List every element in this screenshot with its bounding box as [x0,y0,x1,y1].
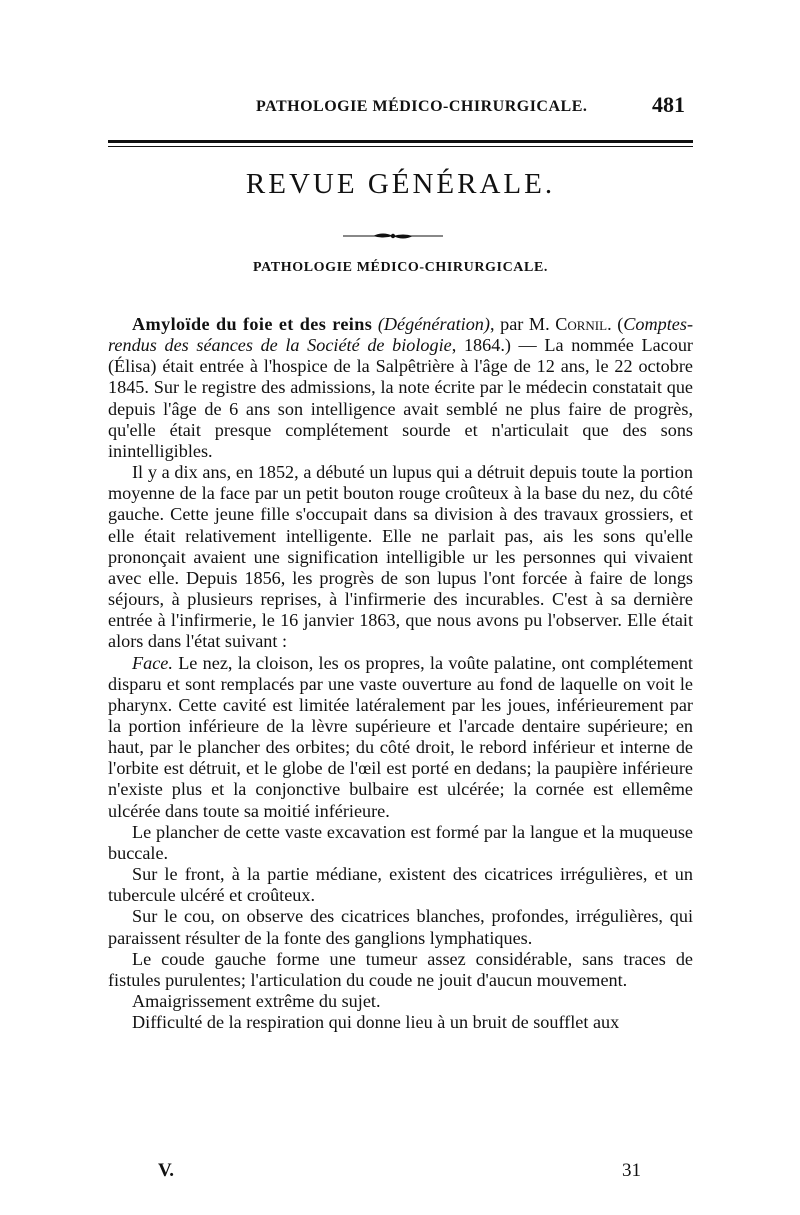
section-title: PATHOLOGIE MÉDICO-CHIRURGICALE. [253,260,548,275]
paragraph-3: Face. Le nez, la cloison, les os propres, la voûte palatine, ont complétement disparu et sont remplacés par une vaste ouverture au fond de laquelle on voit le pharynx. Cette cavité est limitée latéralement par les joues, inférieurement par la portion inférieure de la lèvre supérieure et l'arcade dentaire supérieure; en haut, par le plancher des orbites; du côté droit, le rebord inférieur et interne de l'orbite est détruit, et le globe de l'œil est porté en dedans; la paupière inférieure n'existe plus et la conjonctive bulbaire est ulcérée; la cornée est ellemême ulcérée dans toute sa moitié inférieure. [108,652,693,821]
source-citation: Comptes-rendus des séances de la Société de biologie [108,314,693,356]
header-rule-thick [108,140,693,143]
article-lead-title: Amyloïde du foie et des reins [132,314,373,334]
running-head [108,92,693,124]
signature-mark: V. [158,1160,175,1181]
sheet-number: 31 [622,1160,641,1181]
article-lead-subtitle: (Dégénération) [377,314,490,334]
author-name: Cornil [555,314,608,334]
running-title: PATHOLOGIE MÉDICO-CHIRURGICALE. [256,98,588,115]
header-rule-thin [108,146,693,147]
paragraph-6: Sur le cou, on observe des cicatrices blanches, profondes, irrégulières, qui paraissent résulter de la fonte des ganglions lymphatiques. [108,906,693,948]
page-number: 481 [652,92,685,117]
paragraph-8: Amaigrissement extrême du sujet. [132,991,381,1011]
page-title: REVUE GÉNÉRALE. [245,168,556,200]
paragraph-5: Sur le front, à la partie médiane, existent des cicatrices irrégulières, et un tubercule ulcéré et croûteux. [108,864,693,906]
paragraph-9: Difficulté de la respiration qui donne lieu à un bruit de soufflet aux [132,1012,620,1033]
paragraph-2: Il y a dix ans, en 1852, a débuté un lupus qui a détruit depuis toute la portion moyenne de la face par un petit bouton rouge croûteux à la base du nez, du côté gauche. Cette jeune fille s'occupait dans sa division à des travaux grossiers, et elle était relativement intelligente. Elle ne parlait pas, ais les sons qu'elle prononçait avaient une signification intelligible ur les personnes qui vivaient avec elle. Depuis 1856, les progrès de son lupus l'ont forcée à faire de longs séjours, à plusieurs reprises, à l'infirmerie des incurables. C'est à sa dernière entrée à l'infirmerie, le 16 janvier 1863, que nous avons pu l'observer. Elle était alors dans l'état suivant : [108,462,693,652]
ornament-divider [343,230,443,242]
paragraph-7: Le coude gauche forme une tumeur assez considérable, sans traces de fistules purulentes; l'articulation du coude ne jouit d'aucun mouvement. [108,948,693,990]
document-page [108,0,693,1215]
paragraph-1: Amyloïde du foie et des reins (Dégénération), par M. Cornil. (Comptes-rendus des séances de la Société de biologie, 1864.) — La nommée Lacour (Élisa) était entrée à l'hospice de la Salpêtrière à l'âge de 12 ans, le 22 octobre 1845. Sur le registre des admissions, la note écrite par le médecin constatait que depuis l'âge de 6 ans son intelligence avait semblé ne plus faire de progrès, qu'elle était presque complétement sourde et n'articulait que des sons inintelligibles. [108,314,693,461]
page-footer [108,1160,693,1186]
article-body [108,314,693,1033]
paragraph-3-heading: Face. [132,652,173,673]
paragraph-4: Le plancher de cette vaste excavation est formé par la langue et la muqueuse buccale. [108,821,693,863]
